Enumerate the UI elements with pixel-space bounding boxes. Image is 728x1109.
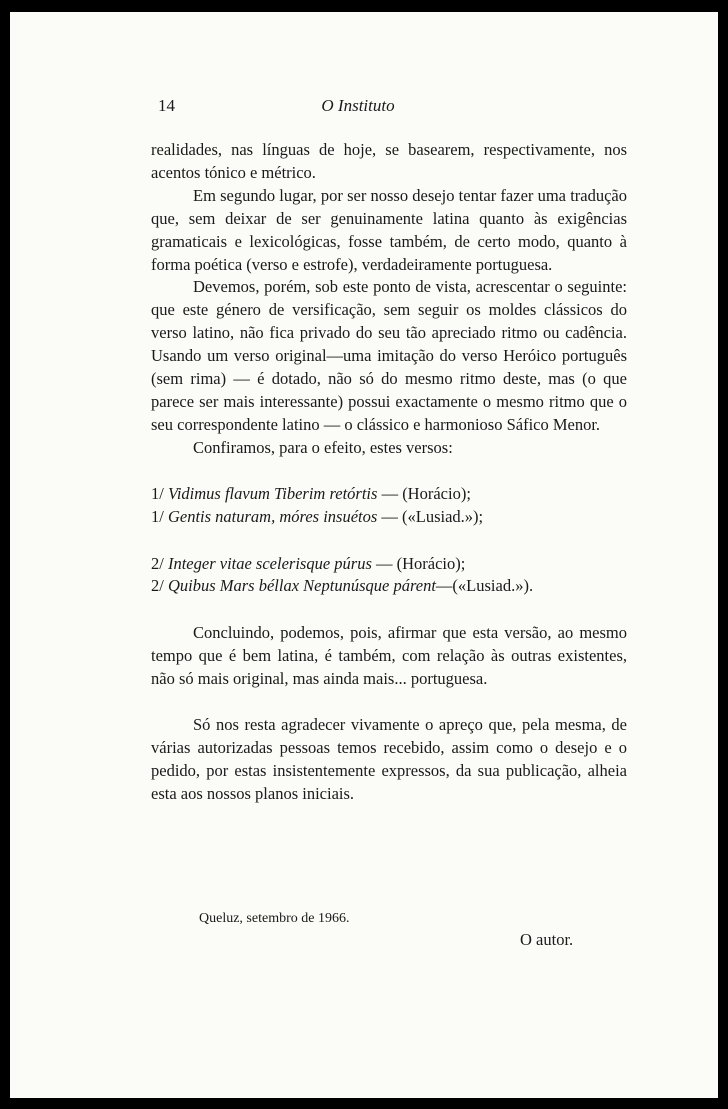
- verse-line: [151, 575, 627, 598]
- paragraph-3: Devemos, porém, sob este ponto de vista, acrescentar o seguinte: que este género de versificação, sem seguir os moldes clássicos do verso latino, não fica privado do seu tão apreciado ritmo ou cadência. Usando um verso original—uma imitação do verso Heróico português (sem rima) — é dotado, não só do mesmo ritmo deste, mas (o que parece ser mais interessante) possui exactamente o mesmo ritmo que o seu correspondente latino — o clássico e harmonioso Sáfico Menor.: [151, 277, 627, 434]
- verse-number: 1/: [151, 506, 164, 526]
- verse-number: 1/: [151, 483, 164, 503]
- verse-latin: Vidimus flavum Tiberim retórtis: [167, 483, 378, 503]
- verse-gap: [151, 529, 627, 553]
- signature: O autor.: [520, 930, 574, 949]
- verse-line: [151, 553, 627, 576]
- verse-line: [151, 483, 627, 506]
- verse-source: — (Horácio);: [371, 553, 466, 573]
- verse-source: —(«Lusiad.»).: [435, 576, 534, 596]
- thanks-paragraph: Só nos resta agradecer vivamente o apreço que, pela mesma, de várias autorizadas pessoas temos recebido, assim como o desejo e o pedido, por estas insistentemente expressos, da sua publicação, alheia esta aos nossos planos iniciais.: [151, 715, 627, 803]
- verse-latin: Gentis naturam, móres insuétos: [167, 506, 378, 526]
- running-title: O Instituto: [321, 96, 395, 115]
- paragraph-1: realidades, nas línguas de hoje, se basearem, respectivamente, nos acentos tónico e métrico.: [151, 140, 627, 182]
- section-gap: [151, 598, 627, 622]
- page-number: 14: [158, 96, 175, 115]
- verse-line: [151, 506, 627, 529]
- section-gap: [151, 691, 627, 714]
- place-date: Queluz, setembro de 1966.: [199, 911, 350, 926]
- verse-source: — (Horácio);: [377, 483, 471, 503]
- conclusion-paragraph: Concluindo, podemos, pois, afirmar que esta versão, ao mesmo tempo que é bem latina, é também, com relação às outras existentes, não só mais original, mas ainda mais... portuguesa.: [151, 623, 627, 689]
- verse-examples: [151, 483, 627, 599]
- paragraph-2: Em segundo lugar, por ser nosso desejo tentar fazer uma tradução que, sem deixar de ser genuinamente latina quanto às exigências gramaticais e lexicológicas, fosse também, de certo modo, quanto à forma poética (verso e estrofe), verdadeiramente portuguesa.: [151, 185, 627, 274]
- page-body: [151, 139, 627, 806]
- verse-latin: Quibus Mars béllax Neptunúsque párent: [167, 576, 436, 596]
- verse-latin: Integer vitae scelerisque púrus: [167, 553, 372, 573]
- verse-number: 2/: [151, 576, 164, 596]
- paragraph-4: Confiramos, para o efeito, estes versos:: [193, 437, 453, 457]
- verse-source: — («Lusiad.»);: [377, 506, 484, 526]
- verse-number: 2/: [151, 553, 164, 573]
